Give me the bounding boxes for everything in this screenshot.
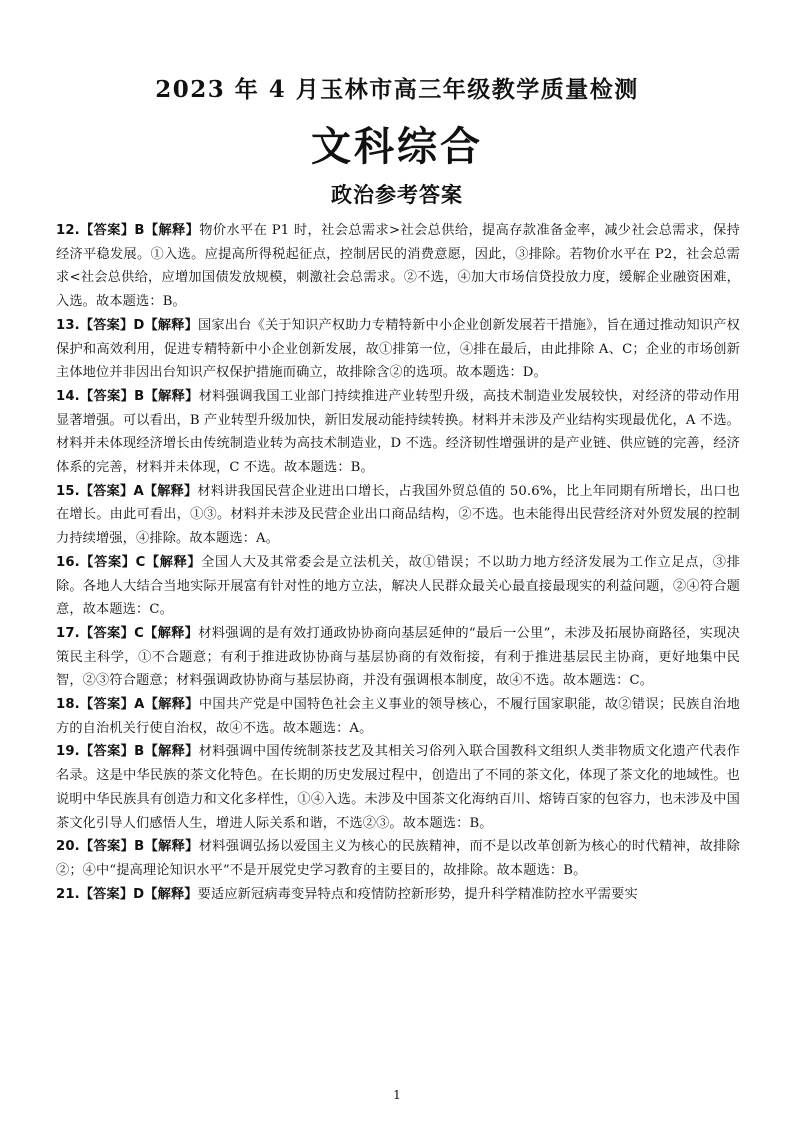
explain-tag: 【解释】 [143, 625, 199, 641]
question-number: 13. [56, 317, 80, 333]
question-number: 21. [56, 886, 80, 902]
question-number: 15. [56, 483, 80, 499]
section-title: 政治参考答案 [331, 183, 463, 207]
answer-explanation: 全国人大及其常委会是立法机关，故①错误；不以助力地方经济发展为工作立足点，③排除。各地人大结合当地实际开展富有针对性的地方立法，解决人民群众最关心最直接最现实的利益问题，②④符合题意，故本题选：C。 [56, 554, 740, 618]
explain-tag: 【解释】 [144, 886, 198, 902]
answer-explanation: 中国共产党是中国特色社会主义事业的领导核心，不履行国家职能，故②错误；民族自治地方的自治机关行使自治权，故④不选。故本题选：A。 [56, 697, 741, 736]
answer-choice: D [133, 886, 145, 902]
answer-explanation: 材料强调弘扬以爱国主义为核心的民族精神，而不是以改革创新为核心的时代精神，故排除②；④中“提高理论知识水平”不是开展党史学习教育的主要目的，故排除。故本题选：B。 [56, 839, 741, 878]
question-number: 14. [56, 388, 80, 404]
answer-tag: 【答案】 [79, 317, 134, 333]
question-number: 17. [56, 625, 80, 641]
question-number: 12. [56, 223, 80, 238]
explain-tag: 【解释】 [144, 839, 199, 855]
answer-choice: A [134, 697, 145, 713]
answer-explanation: 要适应新冠病毒变异特点和疫情防控新形势，提升科学精准防控水平需要实 [197, 886, 638, 902]
answer-tag: 【答案】 [79, 223, 135, 238]
exam-title: 2023 年 4 月玉林市高三年级教学质量检测 [155, 76, 639, 103]
answer-tag: 【答案】 [79, 839, 135, 855]
answer-item [56, 693, 740, 740]
answer-tag: 【答案】 [79, 744, 135, 760]
answer-choice: C [135, 554, 146, 570]
answer-choice: C [134, 625, 144, 641]
answer-tag: 【答案】 [79, 886, 134, 902]
answer-explanation: 国家出台《关于知识产权助力专精特新中小企业创新发展若干措施》，旨在通过推动知识产权保护和高效利用，促进专精特新中小企业创新发展，故①排第一位，④排在最后，由此排除 A、C；企业的市场创新主体地位并非因出台知识产权保护措施而确立，故排除含②的选项。故本题选：D。 [56, 317, 740, 381]
answer-explanation: 材料讲我国民营企业进出口增长，占我国外贸总值的 50.6%，比上年同期有所增长，出口也在增长。由此可看出，①③。材料并未涉及民营企业出口商品结构，②不选。也未能得出民营经济对外贸发展的控制力持续增强，④排除。故本题选：A。 [56, 483, 740, 547]
explain-tag: 【解释】 [144, 317, 199, 333]
answer-choice: A [133, 483, 144, 499]
question-number: 16. [56, 554, 80, 570]
answer-item [56, 622, 740, 693]
answer-tag: 【答案】 [79, 697, 135, 713]
answer-choice: D [133, 317, 145, 333]
answer-explanation: 材料强调我国工业部门持续推进产业转型升级，高技术制造业发展较快，对经济的带动作用显著增强。可以看出，B 产业转型升级加快，新旧发展动能持续转换。材料并未涉及产业结构实现最优化，A 不选。材料并未体现经济增长由传统制造业转为高技术制造业，D 不选。经济韧性增强讲的是产业链、供应链的完善，经济体系的完善，材料并未体现，C 不选。故本题选：B。 [56, 388, 741, 476]
answer-item [56, 219, 740, 314]
answer-item [56, 480, 740, 551]
answer-list [56, 219, 740, 906]
answer-tag: 【答案】 [79, 625, 135, 641]
page-number: 1 [393, 1088, 401, 1102]
answer-tag: 【答案】 [79, 554, 136, 570]
answer-explanation: 材料强调的是有效打通政协协商向基层延伸的“最后一公里”，未涉及拓展协商路径，实现决策民主科学，①不合题意；有利于推进政协协商与基层协商的有效衔接，有利于推进基层民主协商，更好地集中民智，②③符合题意；材料强调政协协商与基层协商，并没有强调根本制度，故④不选。故本题选：C。 [56, 625, 740, 689]
answer-item [56, 314, 740, 385]
answer-explanation: 材料强调中国传统制茶技艺及其相关习俗列入联合国教科文组织人类非物质文化遗产代表作名录。这是中华民族的茶文化特色。在长期的历史发展过程中，创造出了不同的茶文化，体现了茶文化的地域性。也说明中华民族具有创造力和文化多样性，①④入选。未涉及中国茶文化海纳百川、熔铸百家的包容力，也未涉及中国茶文化引导人们感悟人生，增进人际关系和谐，不选②③。故本题选：B。 [56, 744, 741, 831]
explain-tag: 【解释】 [144, 223, 200, 238]
answer-choice: B [134, 223, 145, 238]
answer-tag: 【答案】 [79, 483, 134, 499]
answer-item [56, 883, 740, 907]
subject-title: 文科综合 [311, 124, 483, 170]
question-number: 19. [56, 744, 80, 760]
explain-tag: 【解释】 [143, 483, 198, 499]
answer-item [56, 740, 740, 835]
answer-choice: B [134, 388, 145, 404]
question-number: 20. [56, 839, 80, 855]
answer-choice: B [134, 744, 145, 760]
answer-choice: B [134, 839, 145, 855]
answer-explanation: 物价水平在 P1 时，社会总需求>社会总供给，提高存款准备金率，减少社会总需求，保持经济平稳发展。①入选。应提高所得税起征点，控制居民的消费意愿，因此，③排除。若物价水平在 P2，社会总需求<社会总供给，应增加国债发放规模，刺激社会总需求。②不选，④加大市场信贷投放力度，缓解企业融资困难，入选。故本题选：B。 [56, 223, 740, 310]
question-number: 18. [56, 697, 80, 713]
explain-tag: 【解释】 [144, 697, 199, 713]
answer-item [56, 385, 740, 480]
explain-tag: 【解释】 [145, 554, 202, 570]
explain-tag: 【解释】 [144, 388, 199, 404]
answer-tag: 【答案】 [79, 388, 135, 404]
answer-item [56, 551, 740, 622]
explain-tag: 【解释】 [144, 744, 199, 760]
answer-item [56, 835, 740, 882]
